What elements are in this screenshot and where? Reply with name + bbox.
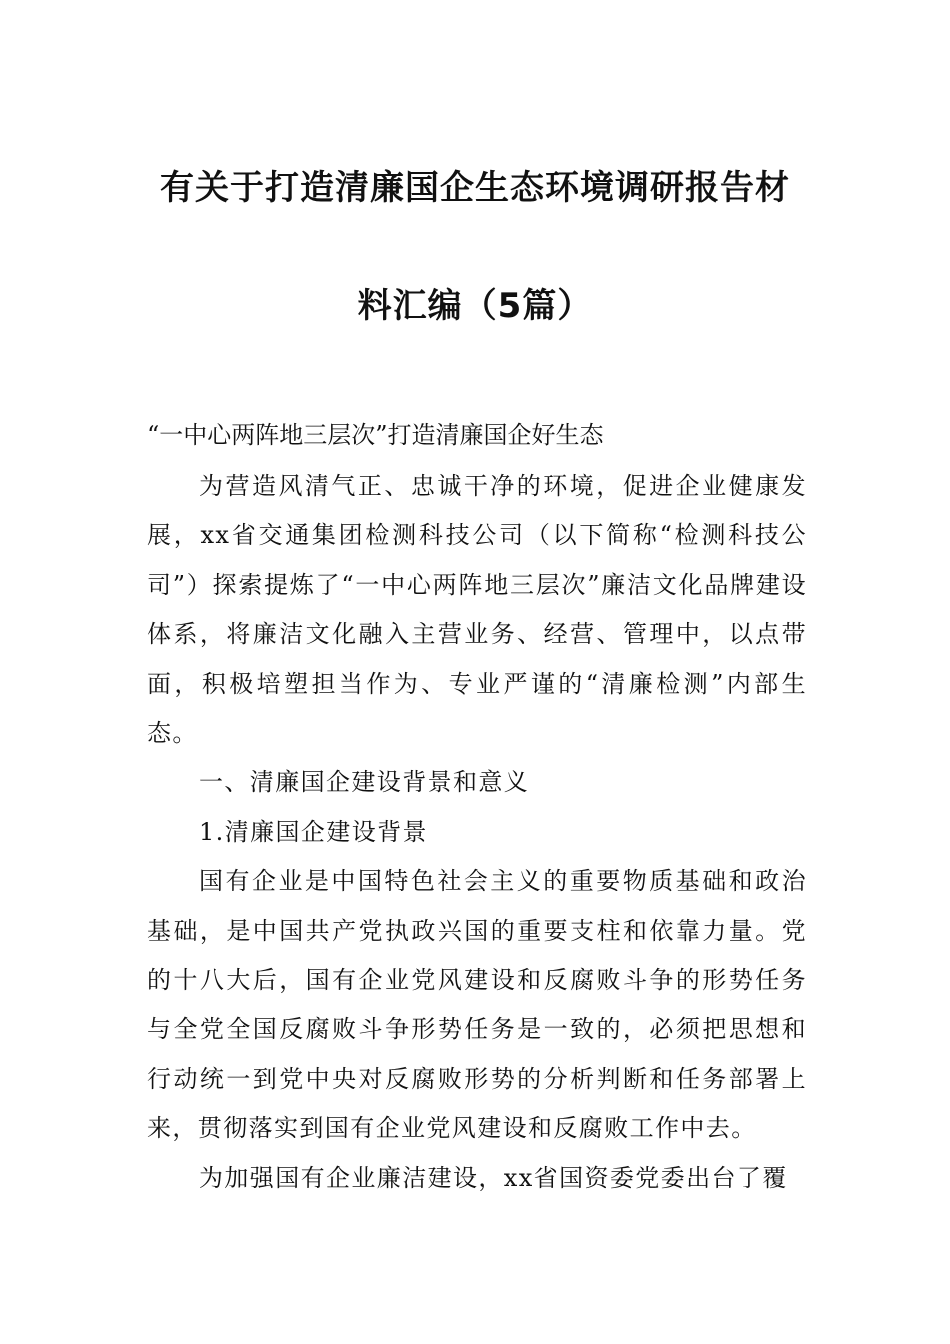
subsection-heading: 1.清廉国企建设背景 xyxy=(199,817,428,846)
document-title-line-1: 有关于打造清廉国企生态环境调研报告材 xyxy=(160,168,790,208)
paragraph-continuation: 为加强国有企业廉洁建设，xx省国资委党委出台了覆 xyxy=(199,1163,788,1192)
section-heading: 一、清廉国企建设背景和意义 xyxy=(199,768,530,797)
document-title-line-2: 料汇编（5篇） xyxy=(357,286,593,326)
paragraph-intro: 为营造风清气正、忠诚干净的环境，促进企业健康发展，xx省交通集团检测科技公司（以下简称“检测科技公司”）探索提炼了“一中心两阵地三层次”廉洁文化品牌建设体系，将廉洁文化融入主营业务、经营、管理中，以点带面，积极培塑担当作为、专业严谨的“清廉检测”内部生态。 xyxy=(147,472,807,748)
paragraph-background: 国有企业是中国特色社会主义的重要物质基础和政治基础，是中国共产党执政兴国的重要支柱和依靠力量。党的十八大后，国有企业党风建设和反腐败斗争的形势任务与全党全国反腐败斗争形势任务是一致的，必须把思想和行动统一到党中央对反腐败形势的分析判断和任务部署上来，贯彻落实到国有企业党风建设和反腐败工作中去。 xyxy=(147,867,807,1143)
document-body xyxy=(147,462,807,1203)
document-subtitle: “一中心两阵地三层次”打造清廉国企好生态 xyxy=(147,421,604,449)
